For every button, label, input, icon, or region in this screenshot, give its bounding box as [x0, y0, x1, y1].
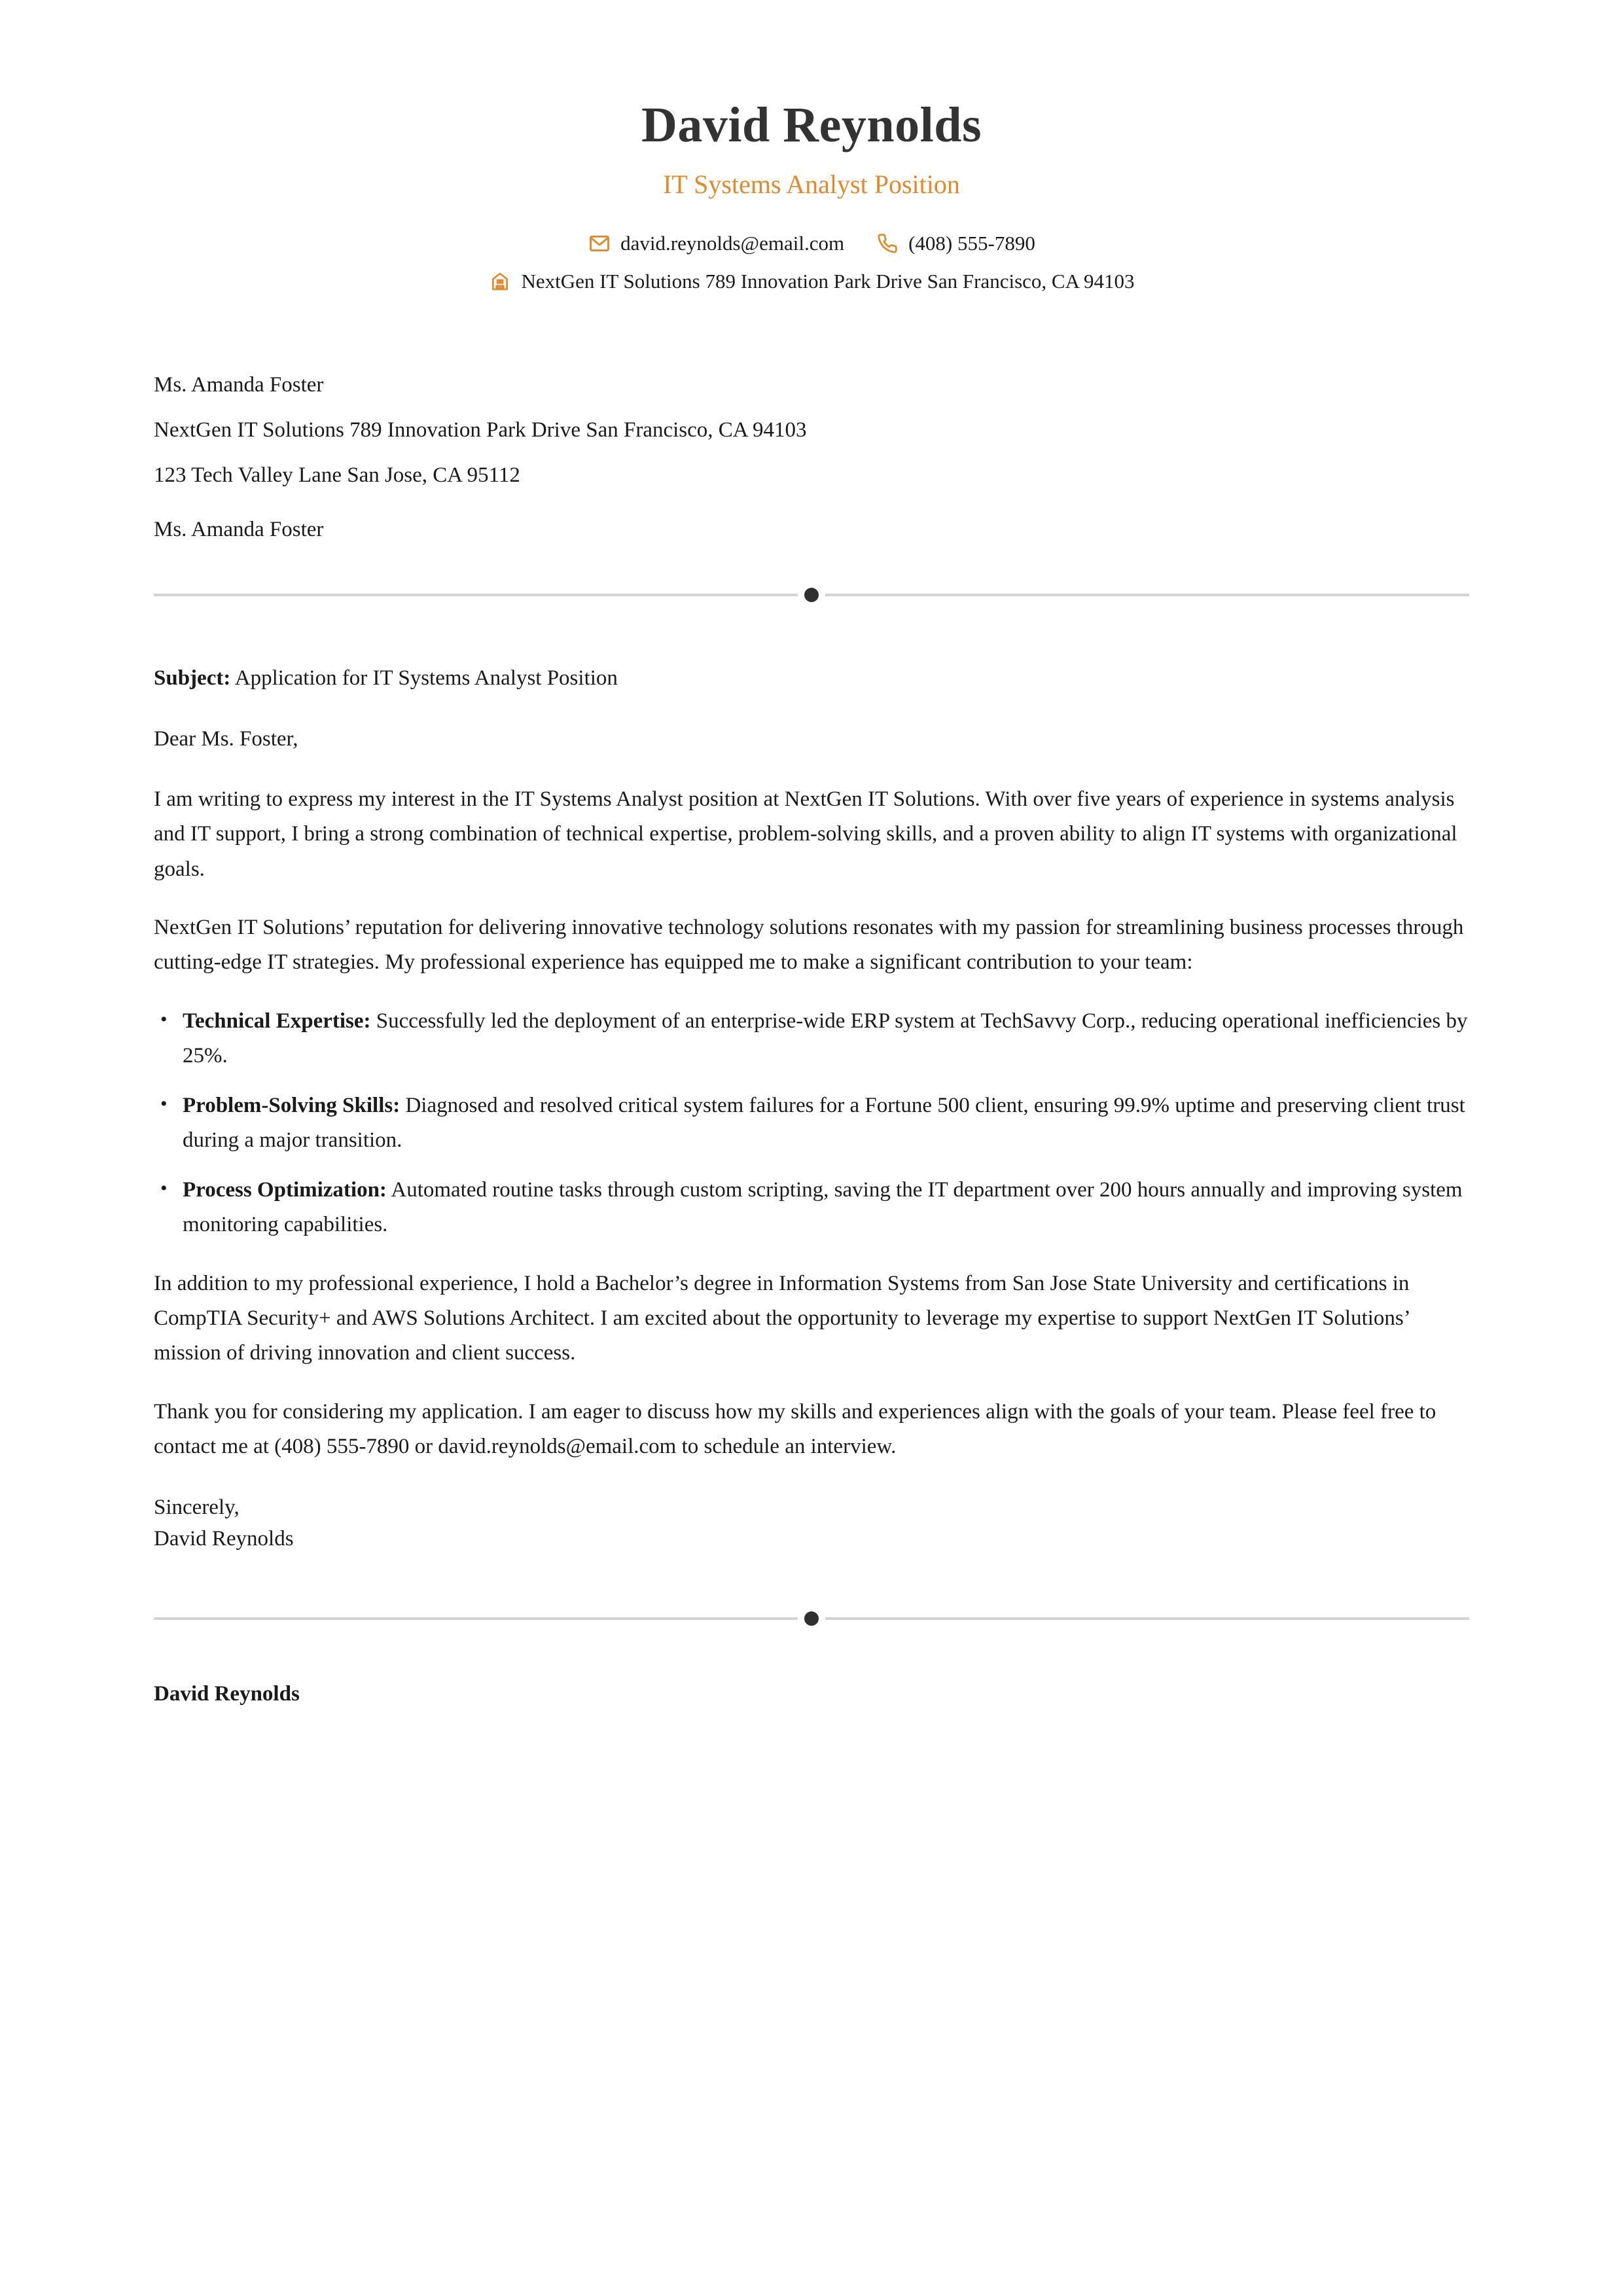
phone-icon — [876, 232, 899, 255]
signature-name: David Reynolds — [154, 1526, 294, 1551]
highlight-text: Diagnosed and resolved critical system failures for a Fortune 500 client, ensuring 99.9% uptime and preserving client trust during a major transition. — [183, 1093, 1465, 1153]
recipient-name: Ms. Amanda Foster — [154, 372, 324, 397]
body-paragraph-1: I am writing to express my interest in the IT Systems Analyst position at NextGen IT Solutions. With over five years of experience in systems analysis and IT support, I bring a strong combination of technical expertise, problem-solving skills, and a proven ability to align IT systems with organizational goals. — [154, 787, 1457, 881]
contact-line-primary — [154, 228, 1469, 259]
closing-block — [154, 1492, 1469, 1555]
highlights-list — [154, 1004, 1469, 1243]
subject-text: Application for IT Systems Analyst Position — [234, 666, 618, 690]
divider-top — [154, 588, 1469, 602]
divider-rule-right — [825, 594, 1469, 596]
body-paragraph-4: Thank you for considering my application. I am eager to discuss how my skills and experiences align with the goals of your team. Please feel free to contact me at (408) 555-7890 or david.reynolds@email.com to schedule an interview. — [154, 1399, 1436, 1459]
contact-phone[interactable] — [876, 228, 1035, 259]
divider-rule-right — [825, 1617, 1469, 1620]
phone-text: (408) 555-7890 — [908, 231, 1035, 255]
list-item — [154, 1173, 1469, 1243]
divider-dot — [804, 588, 819, 602]
envelope-icon — [588, 232, 611, 255]
email-text: david.reynolds@email.com — [620, 231, 845, 255]
subject-line — [154, 661, 1469, 696]
highlight-label: Technical Expertise: — [183, 1009, 371, 1033]
sender-address: 123 Tech Valley Lane San Jose, CA 95112 — [154, 463, 520, 487]
letter-header — [154, 98, 1469, 297]
building-icon — [488, 270, 512, 293]
contact-email[interactable] — [588, 228, 844, 259]
divider-rule-left — [154, 594, 798, 596]
salutation: Dear Ms. Foster, — [154, 727, 298, 751]
address-text: NextGen IT Solutions 789 Innovation Park Drive San Francisco, CA 94103 — [521, 269, 1135, 293]
closing-salutation: Sincerely, — [154, 1495, 240, 1519]
divider-rule-left — [154, 1617, 798, 1620]
list-item — [154, 1088, 1469, 1158]
highlight-text: Automated routine tasks through custom scripting, saving the IT department over 200 hours annually and improving system monitoring capabilities. — [183, 1177, 1463, 1237]
subject-label: Subject: — [154, 666, 231, 690]
letter-footer — [154, 1611, 1469, 1706]
body-paragraph-2: NextGen IT Solutions’ reputation for delivering innovative technology solutions resonates with my passion for streamlining business processes through cutting-edge IT strategies. My professional experience has equipped me to make a significant contribution to your team: — [154, 915, 1464, 975]
recipient-company-address: NextGen IT Solutions 789 Innovation Park Drive San Francisco, CA 94103 — [154, 418, 807, 442]
highlight-label: Problem-Solving Skills: — [183, 1093, 401, 1117]
highlight-label: Process Optimization: — [183, 1177, 387, 1202]
footer-name: David Reynolds — [154, 1681, 300, 1706]
position-subtitle: IT Systems Analyst Position — [663, 169, 960, 199]
contact-address — [488, 266, 1134, 297]
contact-line-address — [154, 266, 1469, 297]
body-paragraph-3: In addition to my professional experience, I hold a Bachelor’s degree in Information Systems from San Jose State University and certifications in CompTIA Security+ and AWS Solutions Architect. I am excited about the opportunity to leverage my expertise to support NextGen IT Solutions’ mission of driving innovation and client success. — [154, 1271, 1410, 1365]
letter-body — [154, 661, 1469, 1555]
divider-bottom — [154, 1611, 1469, 1626]
recipient-attention: Ms. Amanda Foster — [154, 517, 324, 541]
recipient-block — [154, 374, 1469, 541]
divider-dot — [804, 1611, 819, 1626]
page-title: David Reynolds — [641, 98, 982, 152]
list-item — [154, 1004, 1469, 1074]
highlight-text: Successfully led the deployment of an enterprise-wide ERP system at TechSavvy Corp., reducing operational inefficiencies by 25%. — [183, 1009, 1468, 1068]
